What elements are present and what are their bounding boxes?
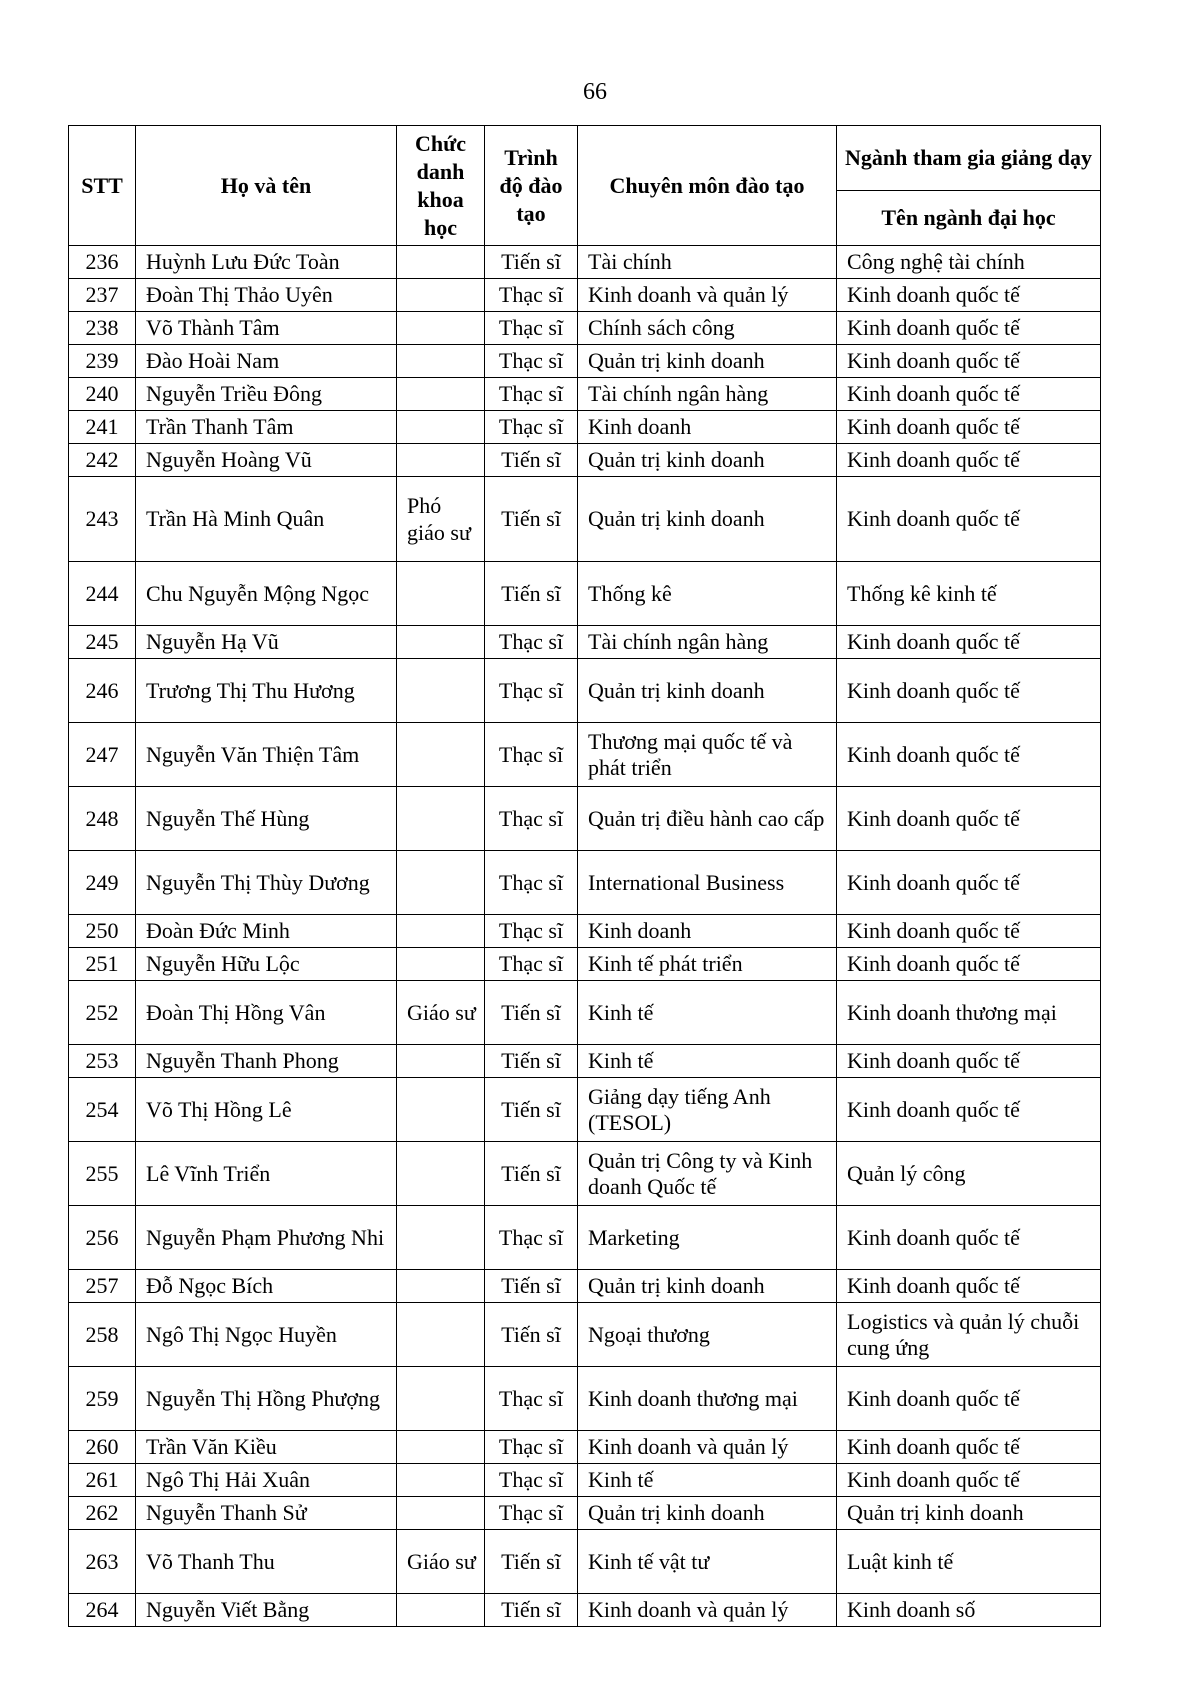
cell-academic-title xyxy=(397,1464,485,1497)
header-stt: STT xyxy=(69,126,136,246)
cell-degree: Tiến sĩ xyxy=(485,1078,578,1142)
cell-specialization: Marketing xyxy=(578,1206,837,1270)
cell-degree: Tiến sĩ xyxy=(485,1303,578,1367)
cell-specialization: Kinh tế xyxy=(578,1045,837,1078)
cell-stt: 262 xyxy=(69,1497,136,1530)
cell-major: Kinh doanh quốc tế xyxy=(837,626,1101,659)
cell-stt: 246 xyxy=(69,659,136,723)
cell-specialization: Quản trị kinh doanh xyxy=(578,1270,837,1303)
cell-name: Nguyễn Thế Hùng xyxy=(136,787,397,851)
cell-degree: Tiến sĩ xyxy=(485,1594,578,1627)
cell-specialization: Kinh doanh xyxy=(578,411,837,444)
cell-stt: 249 xyxy=(69,851,136,915)
table-row xyxy=(69,1303,1101,1367)
cell-stt: 257 xyxy=(69,1270,136,1303)
cell-name: Huỳnh Lưu Đức Toàn xyxy=(136,246,397,279)
cell-degree: Thạc sĩ xyxy=(485,378,578,411)
cell-degree: Thạc sĩ xyxy=(485,948,578,981)
cell-stt: 250 xyxy=(69,915,136,948)
cell-stt: 238 xyxy=(69,312,136,345)
cell-name: Nguyễn Hoàng Vũ xyxy=(136,444,397,477)
table-row xyxy=(69,915,1101,948)
cell-major: Kinh doanh quốc tế xyxy=(837,1206,1101,1270)
cell-stt: 252 xyxy=(69,981,136,1045)
cell-academic-title xyxy=(397,378,485,411)
cell-degree: Thạc sĩ xyxy=(485,1431,578,1464)
cell-name: Nguyễn Văn Thiện Tâm xyxy=(136,723,397,787)
cell-major: Kinh doanh quốc tế xyxy=(837,444,1101,477)
table-row xyxy=(69,345,1101,378)
cell-specialization: Quản trị kinh doanh xyxy=(578,345,837,378)
cell-degree: Thạc sĩ xyxy=(485,1464,578,1497)
header-academic-title: Chức danh khoa học xyxy=(397,126,485,246)
table-row xyxy=(69,1464,1101,1497)
cell-name: Trần Hà Minh Quân xyxy=(136,477,397,562)
cell-specialization: Quản trị kinh doanh xyxy=(578,1497,837,1530)
cell-major: Kinh doanh quốc tế xyxy=(837,659,1101,723)
header-degree: Trình độ đào tạo xyxy=(485,126,578,246)
cell-name: Nguyễn Hữu Lộc xyxy=(136,948,397,981)
cell-name: Đoàn Thị Hồng Vân xyxy=(136,981,397,1045)
table-row xyxy=(69,1270,1101,1303)
cell-name: Đỗ Ngọc Bích xyxy=(136,1270,397,1303)
cell-major: Kinh doanh thương mại xyxy=(837,981,1101,1045)
table-row xyxy=(69,723,1101,787)
cell-stt: 254 xyxy=(69,1078,136,1142)
cell-name: Nguyễn Thị Thùy Dương xyxy=(136,851,397,915)
cell-degree: Thạc sĩ xyxy=(485,915,578,948)
cell-degree: Tiến sĩ xyxy=(485,1270,578,1303)
cell-name: Đoàn Đức Minh xyxy=(136,915,397,948)
cell-degree: Thạc sĩ xyxy=(485,312,578,345)
cell-stt: 240 xyxy=(69,378,136,411)
table-row xyxy=(69,1206,1101,1270)
table-row xyxy=(69,948,1101,981)
table-header xyxy=(69,126,1101,246)
cell-degree: Tiến sĩ xyxy=(485,981,578,1045)
cell-degree: Tiến sĩ xyxy=(485,444,578,477)
cell-stt: 256 xyxy=(69,1206,136,1270)
cell-stt: 247 xyxy=(69,723,136,787)
table-row xyxy=(69,626,1101,659)
cell-name: Võ Thanh Thu xyxy=(136,1530,397,1594)
cell-major: Kinh doanh quốc tế xyxy=(837,279,1101,312)
cell-name: Trương Thị Thu Hương xyxy=(136,659,397,723)
cell-major: Kinh doanh quốc tế xyxy=(837,1431,1101,1464)
cell-major: Kinh doanh quốc tế xyxy=(837,723,1101,787)
cell-major: Kinh doanh quốc tế xyxy=(837,915,1101,948)
cell-major: Logistics và quản lý chuỗi cung ứng xyxy=(837,1303,1101,1367)
cell-stt: 255 xyxy=(69,1142,136,1206)
table-row xyxy=(69,1594,1101,1627)
cell-degree: Thạc sĩ xyxy=(485,723,578,787)
cell-major: Kinh doanh quốc tế xyxy=(837,787,1101,851)
cell-specialization: Thương mại quốc tế và phát triển xyxy=(578,723,837,787)
cell-academic-title xyxy=(397,1431,485,1464)
cell-specialization: Tài chính ngân hàng xyxy=(578,626,837,659)
cell-major: Kinh doanh quốc tế xyxy=(837,1078,1101,1142)
cell-academic-title xyxy=(397,345,485,378)
cell-major: Kinh doanh quốc tế xyxy=(837,1270,1101,1303)
cell-degree: Thạc sĩ xyxy=(485,659,578,723)
cell-academic-title: Giáo sư xyxy=(397,1530,485,1594)
cell-name: Nguyễn Hạ Vũ xyxy=(136,626,397,659)
cell-name: Nguyễn Thanh Phong xyxy=(136,1045,397,1078)
header-specialization: Chuyên môn đào tạo xyxy=(578,126,837,246)
cell-academic-title xyxy=(397,312,485,345)
cell-degree: Tiến sĩ xyxy=(485,1142,578,1206)
table-row xyxy=(69,1142,1101,1206)
cell-specialization: Quản trị kinh doanh xyxy=(578,444,837,477)
table-row xyxy=(69,981,1101,1045)
table-row xyxy=(69,1431,1101,1464)
table-body xyxy=(69,246,1101,1627)
cell-stt: 248 xyxy=(69,787,136,851)
cell-academic-title xyxy=(397,1206,485,1270)
cell-academic-title xyxy=(397,246,485,279)
faculty-table xyxy=(68,125,1101,1627)
table-row xyxy=(69,659,1101,723)
cell-name: Nguyễn Thị Hồng Phượng xyxy=(136,1367,397,1431)
cell-specialization: Quản trị kinh doanh xyxy=(578,659,837,723)
cell-stt: 259 xyxy=(69,1367,136,1431)
cell-specialization: Ngoại thương xyxy=(578,1303,837,1367)
cell-academic-title xyxy=(397,562,485,626)
cell-specialization: Kinh doanh và quản lý xyxy=(578,1431,837,1464)
cell-specialization: Quản trị điều hành cao cấp xyxy=(578,787,837,851)
cell-major: Công nghệ tài chính xyxy=(837,246,1101,279)
cell-academic-title xyxy=(397,659,485,723)
cell-specialization: Quản trị kinh doanh xyxy=(578,477,837,562)
header-major: Tên ngành đại học xyxy=(837,191,1101,246)
cell-major: Quản lý công xyxy=(837,1142,1101,1206)
cell-academic-title xyxy=(397,787,485,851)
cell-academic-title xyxy=(397,1078,485,1142)
cell-name: Đoàn Thị Thảo Uyên xyxy=(136,279,397,312)
cell-stt: 239 xyxy=(69,345,136,378)
cell-specialization: Tài chính xyxy=(578,246,837,279)
table-row xyxy=(69,1078,1101,1142)
cell-major: Kinh doanh quốc tế xyxy=(837,411,1101,444)
table-row xyxy=(69,1530,1101,1594)
table-row xyxy=(69,477,1101,562)
cell-specialization: Quản trị Công ty và Kinh doanh Quốc tế xyxy=(578,1142,837,1206)
cell-name: Nguyễn Triều Đông xyxy=(136,378,397,411)
cell-degree: Tiến sĩ xyxy=(485,246,578,279)
cell-name: Nguyễn Thanh Sử xyxy=(136,1497,397,1530)
table-row xyxy=(69,1367,1101,1431)
cell-academic-title xyxy=(397,1045,485,1078)
cell-specialization: Thống kê xyxy=(578,562,837,626)
page-number: 66 xyxy=(583,79,607,105)
cell-academic-title xyxy=(397,1497,485,1530)
cell-stt: 243 xyxy=(69,477,136,562)
cell-stt: 263 xyxy=(69,1530,136,1594)
cell-degree: Tiến sĩ xyxy=(485,562,578,626)
cell-major: Kinh doanh quốc tế xyxy=(837,851,1101,915)
cell-degree: Thạc sĩ xyxy=(485,1497,578,1530)
cell-major: Thống kê kinh tế xyxy=(837,562,1101,626)
table-row xyxy=(69,411,1101,444)
cell-specialization: Tài chính ngân hàng xyxy=(578,378,837,411)
cell-stt: 244 xyxy=(69,562,136,626)
cell-name: Đào Hoài Nam xyxy=(136,345,397,378)
cell-degree: Tiến sĩ xyxy=(485,477,578,562)
cell-major: Kinh doanh quốc tế xyxy=(837,378,1101,411)
cell-academic-title: Phó giáo sư xyxy=(397,477,485,562)
cell-name: Chu Nguyễn Mộng Ngọc xyxy=(136,562,397,626)
cell-academic-title xyxy=(397,948,485,981)
cell-specialization: Kinh doanh và quản lý xyxy=(578,1594,837,1627)
cell-stt: 258 xyxy=(69,1303,136,1367)
cell-name: Võ Thành Tâm xyxy=(136,312,397,345)
cell-major: Kinh doanh quốc tế xyxy=(837,1367,1101,1431)
table-row xyxy=(69,378,1101,411)
cell-stt: 236 xyxy=(69,246,136,279)
cell-academic-title xyxy=(397,851,485,915)
cell-specialization: Kinh tế xyxy=(578,1464,837,1497)
cell-name: Nguyễn Phạm Phương Nhi xyxy=(136,1206,397,1270)
cell-academic-title: Giáo sư xyxy=(397,981,485,1045)
cell-specialization: Kinh tế vật tư xyxy=(578,1530,837,1594)
cell-stt: 245 xyxy=(69,626,136,659)
cell-major: Kinh doanh quốc tế xyxy=(837,948,1101,981)
cell-degree: Thạc sĩ xyxy=(485,1206,578,1270)
table-row xyxy=(69,1497,1101,1530)
cell-degree: Thạc sĩ xyxy=(485,851,578,915)
table-row xyxy=(69,1045,1101,1078)
table-row xyxy=(69,279,1101,312)
table-row xyxy=(69,562,1101,626)
cell-stt: 251 xyxy=(69,948,136,981)
cell-academic-title xyxy=(397,1594,485,1627)
cell-academic-title xyxy=(397,626,485,659)
cell-academic-title xyxy=(397,1303,485,1367)
table-row xyxy=(69,444,1101,477)
cell-specialization: Kinh doanh xyxy=(578,915,837,948)
table-row xyxy=(69,851,1101,915)
cell-degree: Thạc sĩ xyxy=(485,345,578,378)
cell-degree: Tiến sĩ xyxy=(485,1045,578,1078)
cell-major: Kinh doanh quốc tế xyxy=(837,312,1101,345)
header-name: Họ và tên xyxy=(136,126,397,246)
cell-name: Võ Thị Hồng Lê xyxy=(136,1078,397,1142)
cell-name: Nguyễn Viết Bằng xyxy=(136,1594,397,1627)
cell-academic-title xyxy=(397,1367,485,1431)
cell-major: Kinh doanh số xyxy=(837,1594,1101,1627)
cell-major: Kinh doanh quốc tế xyxy=(837,345,1101,378)
cell-degree: Thạc sĩ xyxy=(485,1367,578,1431)
cell-degree: Thạc sĩ xyxy=(485,411,578,444)
cell-stt: 264 xyxy=(69,1594,136,1627)
table-row xyxy=(69,787,1101,851)
cell-specialization: Chính sách công xyxy=(578,312,837,345)
cell-degree: Thạc sĩ xyxy=(485,626,578,659)
cell-academic-title xyxy=(397,915,485,948)
cell-academic-title xyxy=(397,411,485,444)
cell-specialization: Giảng dạy tiếng Anh (TESOL) xyxy=(578,1078,837,1142)
cell-academic-title xyxy=(397,1142,485,1206)
cell-academic-title xyxy=(397,1270,485,1303)
cell-major: Kinh doanh quốc tế xyxy=(837,1045,1101,1078)
cell-stt: 242 xyxy=(69,444,136,477)
cell-academic-title xyxy=(397,279,485,312)
cell-stt: 260 xyxy=(69,1431,136,1464)
cell-specialization: International Business xyxy=(578,851,837,915)
cell-name: Ngô Thị Ngọc Huyền xyxy=(136,1303,397,1367)
header-teaching-group: Ngành tham gia giảng dạy xyxy=(837,126,1101,191)
cell-stt: 237 xyxy=(69,279,136,312)
cell-stt: 241 xyxy=(69,411,136,444)
cell-degree: Thạc sĩ xyxy=(485,279,578,312)
cell-major: Kinh doanh quốc tế xyxy=(837,477,1101,562)
table-row xyxy=(69,312,1101,345)
cell-specialization: Kinh tế phát triển xyxy=(578,948,837,981)
cell-specialization: Kinh tế xyxy=(578,981,837,1045)
cell-stt: 253 xyxy=(69,1045,136,1078)
cell-name: Trần Thanh Tâm xyxy=(136,411,397,444)
cell-specialization: Kinh doanh thương mại xyxy=(578,1367,837,1431)
cell-name: Lê Vĩnh Triển xyxy=(136,1142,397,1206)
cell-academic-title xyxy=(397,444,485,477)
cell-major: Luật kinh tế xyxy=(837,1530,1101,1594)
cell-name: Ngô Thị Hải Xuân xyxy=(136,1464,397,1497)
cell-degree: Thạc sĩ xyxy=(485,787,578,851)
cell-name: Trần Văn Kiều xyxy=(136,1431,397,1464)
table-row xyxy=(69,246,1101,279)
cell-degree: Tiến sĩ xyxy=(485,1530,578,1594)
cell-specialization: Kinh doanh và quản lý xyxy=(578,279,837,312)
cell-major: Quản trị kinh doanh xyxy=(837,1497,1101,1530)
cell-academic-title xyxy=(397,723,485,787)
cell-major: Kinh doanh quốc tế xyxy=(837,1464,1101,1497)
cell-stt: 261 xyxy=(69,1464,136,1497)
